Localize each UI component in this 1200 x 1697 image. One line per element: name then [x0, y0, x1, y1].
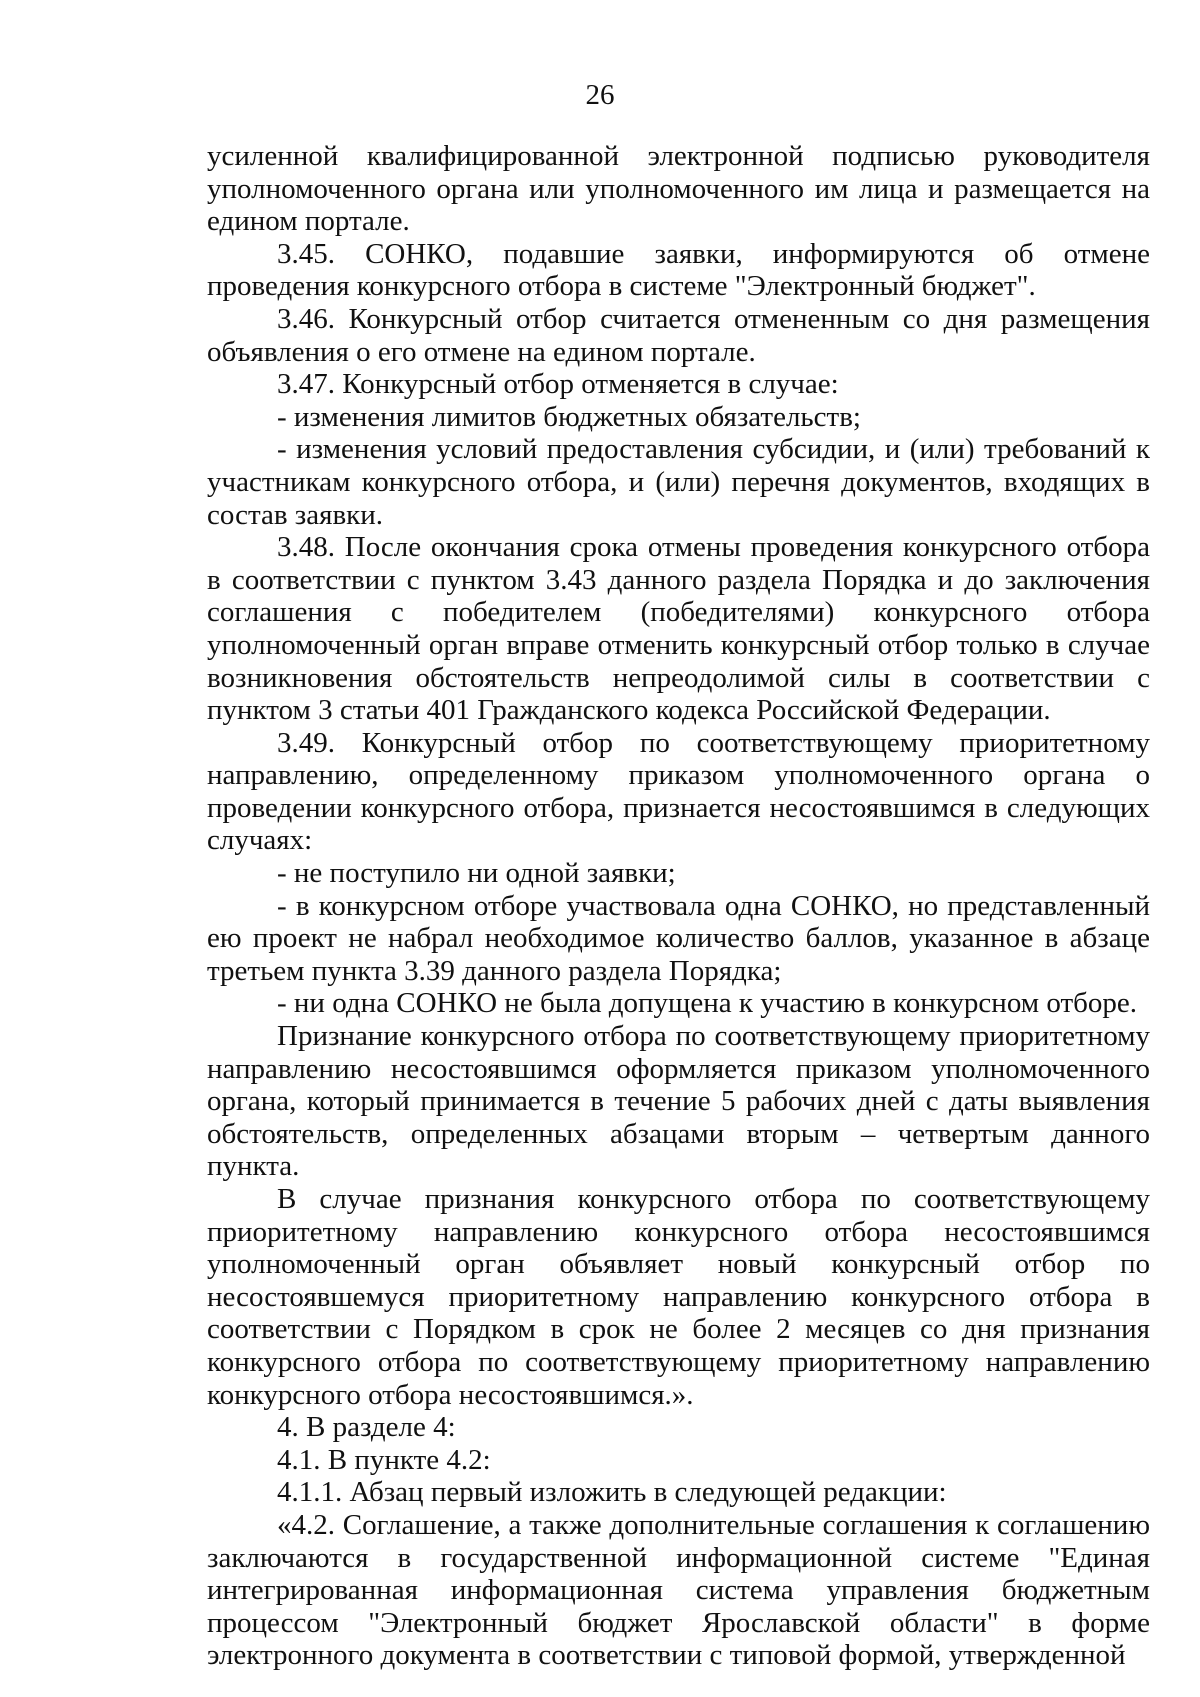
paragraph-4-1-1: 4.1.1. Абзац первый изложить в следующей редакции: [277, 1476, 947, 1509]
paragraph-3-46: 3.46. Конкурсный отбор считается отмененным со дня размещения объявления о его отмене на едином портале. [207, 302, 1150, 368]
page-number: 26 [585, 79, 615, 111]
list-item-no-applications: - не поступило ни одной заявки; [277, 857, 676, 890]
paragraph-4-1: 4.1. В пункте 4.2: [277, 1443, 491, 1476]
list-item-one-sonko: - в конкурсном отборе участвовала одна СОНКО, но представленный ею проект не набрал необходимое количество баллов, указанное в абзаце третьем пункта 3.39 данного раздела Порядка; [207, 889, 1150, 987]
list-item-conditions: - изменения условий предоставления субсидии, и (или) требований к участникам конкурсного отбора, и (или) перечня документов, входящих в состав заявки. [207, 433, 1150, 531]
paragraph-3-49: 3.49. Конкурсный отбор по соответствующему приоритетному направлению, определенному приказом уполномоченного органа о проведении конкурсного отбора, признается несостоявшимся в следующих случаях: [207, 726, 1150, 857]
paragraph-recognition: Признание конкурсного отбора по соответствующему приоритетному направлению несостоявшимся оформляется приказом уполномоченного органа, который принимается в течение 5 рабочих дней с даты выявления обстоятельств, определенных абзацами вторым – четвертым данного пункта. [207, 1020, 1150, 1183]
paragraph-4-2: «4.2. Соглашение, а также дополнительные соглашения к соглашению заключаются в государственной информационной системе "Единая интегрированная информационная система управления бюджетным процессом "Электронный бюджет Ярославской области" в форме электронного документа в соответствии с типовой формой, утвержденной [207, 1508, 1150, 1672]
paragraph-3-48: 3.48. После окончания срока отмены проведения конкурсного отбора в соответствии с пунктом 3.43 данного раздела Порядка и до заключения соглашения с победителем (победителями) конкурсного отбора уполномоченный орган вправе отменить конкурсный отбор только в случае возникновения обстоятельств непреодолимой силы в соответствии с пунктом 3 статьи 401 Гражданского кодекса Российской Федерации. [207, 531, 1150, 727]
paragraph-section-4: 4. В разделе 4: [277, 1411, 456, 1444]
paragraph-3-47: 3.47. Конкурсный отбор отменяется в случае: [277, 368, 839, 401]
list-item-none-admitted: - ни одна СОНКО не была допущена к участию в конкурсном отборе. [277, 987, 1138, 1020]
document-body [207, 140, 1150, 1672]
paragraph-3-45: 3.45. СОНКО, подавшие заявки, информируются об отмене проведения конкурсного отбора в системе "Электронный бюджет". [207, 237, 1150, 303]
paragraph-continuation: усиленной квалифицированной электронной подписью руководителя уполномоченного органа или уполномоченного им лица и размещается на едином портале. [207, 140, 1150, 238]
list-item-limits: - изменения лимитов бюджетных обязательств; [277, 400, 861, 433]
paragraph-new-selection: В случае признания конкурсного отбора по соответствующему приоритетному направлению конкурсного отбора несостоявшимся уполномоченный орган объявляет новый конкурсный отбор по несостоявшемуся приоритетному направлению конкурсного отбора в соответствии с Порядком в срок не более 2 месяцев со дня признания конкурсного отбора по соответствующему приоритетному направлению конкурсного отбора несостоявшимся.». [207, 1183, 1150, 1411]
